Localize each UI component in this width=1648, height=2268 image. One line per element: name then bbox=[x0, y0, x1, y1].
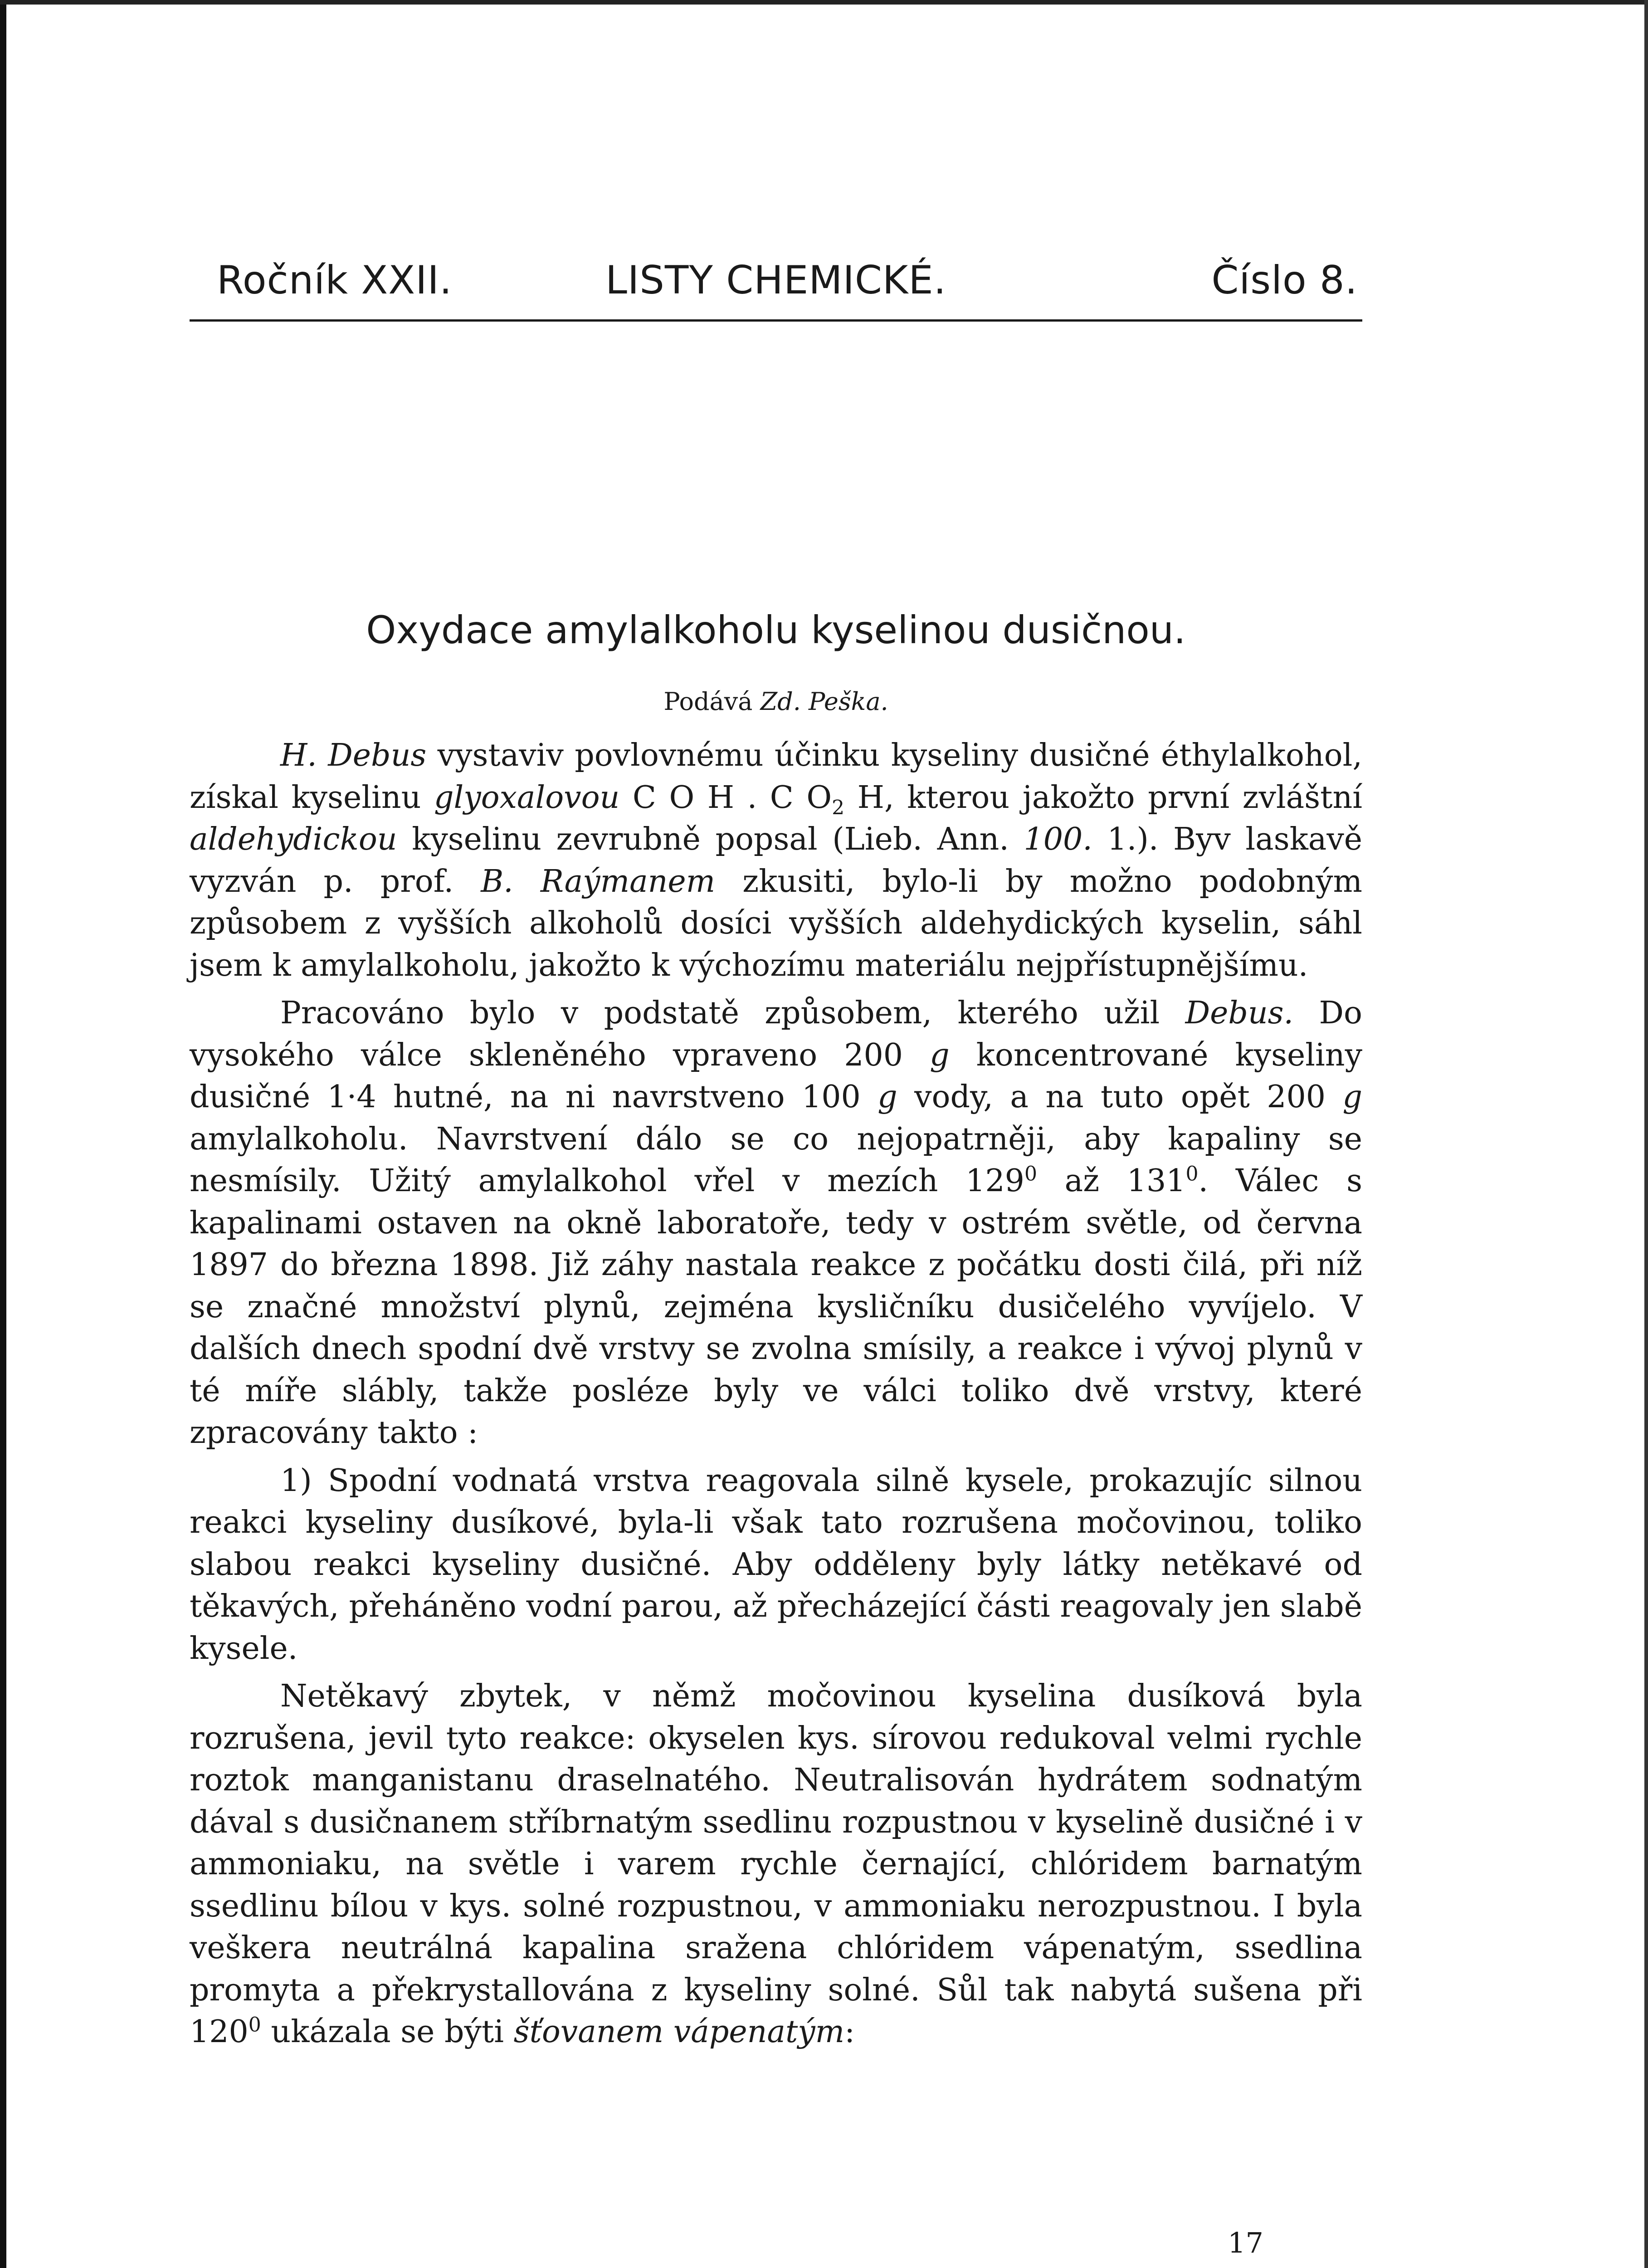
article-title: Oxydace amylalkoholu kyselinou dusičnou. bbox=[366, 608, 1186, 652]
text-run: 100. bbox=[1024, 821, 1092, 857]
running-head bbox=[190, 249, 1362, 312]
formula-run: C O H . C O bbox=[619, 779, 832, 816]
text-run: vody, a na tuto opět 200 bbox=[897, 1079, 1343, 1115]
article-body bbox=[190, 735, 1362, 2053]
text-run: Debus. bbox=[1185, 995, 1294, 1031]
text-run: . Válec s kapalinami ostaven na okně laboratoře, tedy v ostrém světle, od června 1897 do března 1898. Již záhy nastala reakce z počátku dosti čilá, při níž se značné množství plynů, zejména kysličníku dusičelého vyvíjelo. V dalších dnech spodní dvě vrstvy se zvolna smísily, a reakce i vývoj plynů v té míře slábly, takže posléze byly ve válci toliko dvě vrstvy, které zpracovány takto : bbox=[190, 1163, 1362, 1451]
text-run: H, kterou jakožto první zvláštní bbox=[844, 779, 1362, 816]
unit-run: g bbox=[930, 1037, 950, 1073]
text-run: kyselinu zevrubně popsal (Lieb. Ann. bbox=[397, 821, 1024, 857]
text-run: zkusiti, bylo-li by možno podobným způsobem z vyšších alkoholů dosíci vyšších aldehydických kyselin, sáhl jsem k amylalkoholu, jakožto k výchozímu materiálu nejpřístupnějšímu. bbox=[190, 863, 1362, 983]
formula-subscript: 2 bbox=[832, 796, 845, 820]
unit-run: g bbox=[1342, 1079, 1362, 1115]
byline bbox=[190, 687, 1362, 716]
volume-label: Ročník XXII. bbox=[217, 258, 453, 303]
text-run: vystaviv povlovnému účinku kyseliny dusičné éthylalkohol, získal kyselinu bbox=[190, 738, 1362, 816]
paragraph-4 bbox=[190, 1676, 1362, 2053]
paragraph-2 bbox=[190, 992, 1362, 1454]
issue-number: Číslo 8. bbox=[1211, 258, 1358, 303]
text-run: až 131 bbox=[1037, 1163, 1186, 1199]
byline-author: Zd. Peška. bbox=[760, 687, 888, 716]
paragraph-1 bbox=[190, 735, 1362, 987]
text-run: : bbox=[844, 2014, 855, 2050]
header-rule bbox=[190, 319, 1362, 322]
text-run: ukázala se býti bbox=[261, 2014, 514, 2050]
text-run: Do vysokého válce skleněného vpraveno 200 bbox=[190, 995, 1362, 1073]
text-run: 1.). Byv laskavě vyzván p. prof. bbox=[190, 821, 1362, 899]
text-run: B. Raýmanem bbox=[481, 863, 716, 899]
scan-edge bbox=[0, 0, 6, 2268]
byline-prefix: Podává bbox=[663, 687, 753, 716]
text-run: amylalkoholu. Navrstvení dálo se co nejopatrněji, aby kapaliny se nesmísily. Užitý amylalkohol vřel v mezích 129 bbox=[190, 1121, 1362, 1199]
scan-edge bbox=[1644, 0, 1648, 2268]
text-run: aldehydickou bbox=[190, 821, 397, 857]
degree-superscript: 0 bbox=[1185, 1162, 1199, 1186]
journal-page bbox=[190, 0, 1362, 2268]
text-run: glyoxalovou bbox=[434, 779, 620, 816]
degree-superscript: 0 bbox=[248, 2013, 261, 2037]
paragraph-3: 1) Spodní vodnatá vrstva reagovala silně kysele, prokazujíc silnou reakci kyseliny dusíkové, byla-li však tato rozrušena močovinou, toliko slabou reakci kyseliny dusičné. Aby odděleny byly látky netěkavé od těkavých, přeháněno vodní parou, až přecházející části reagovaly jen slabě kysele. bbox=[190, 1462, 1362, 1667]
degree-superscript: 0 bbox=[1024, 1162, 1037, 1186]
text-run: Pracováno bylo v podstatě způsobem, kterého užil bbox=[280, 995, 1185, 1031]
text-run: šťovanem vápenatým bbox=[513, 2014, 845, 2050]
text-run: H. Debus bbox=[280, 738, 427, 773]
page-number: 17 bbox=[1228, 2226, 1263, 2259]
text-run: koncentrované kyseliny dusičné 1·4 hutné, na ni navrstveno 100 bbox=[190, 1037, 1362, 1115]
text-run: Netěkavý zbytek, v němž močovinou kyselina dusíková byla rozrušena, jevil tyto reakce: okyselen kys. sírovou redukoval velmi rychle roztok manganistanu draselnatého. Neutralisován hydrátem sodnatým dával s dusičnanem stříbrnatým ssedlinu rozpustnou v kyselině dusičné i v ammoniaku, na světle i varem rychle černající, chlóridem barnatým ssedlinu bílou v kys. solné rozpustnou, v ammoniaku nerozpustnou. I byla veškera neutrálná kapalina sražena chlóridem vápenatým, ssedlina promyta a překrystallována z kyseliny solné. Sůl tak nabytá sušena při 120 bbox=[190, 1678, 1362, 2050]
journal-title: LISTY CHEMICKÉ. bbox=[605, 258, 946, 303]
unit-run: g bbox=[878, 1079, 897, 1115]
